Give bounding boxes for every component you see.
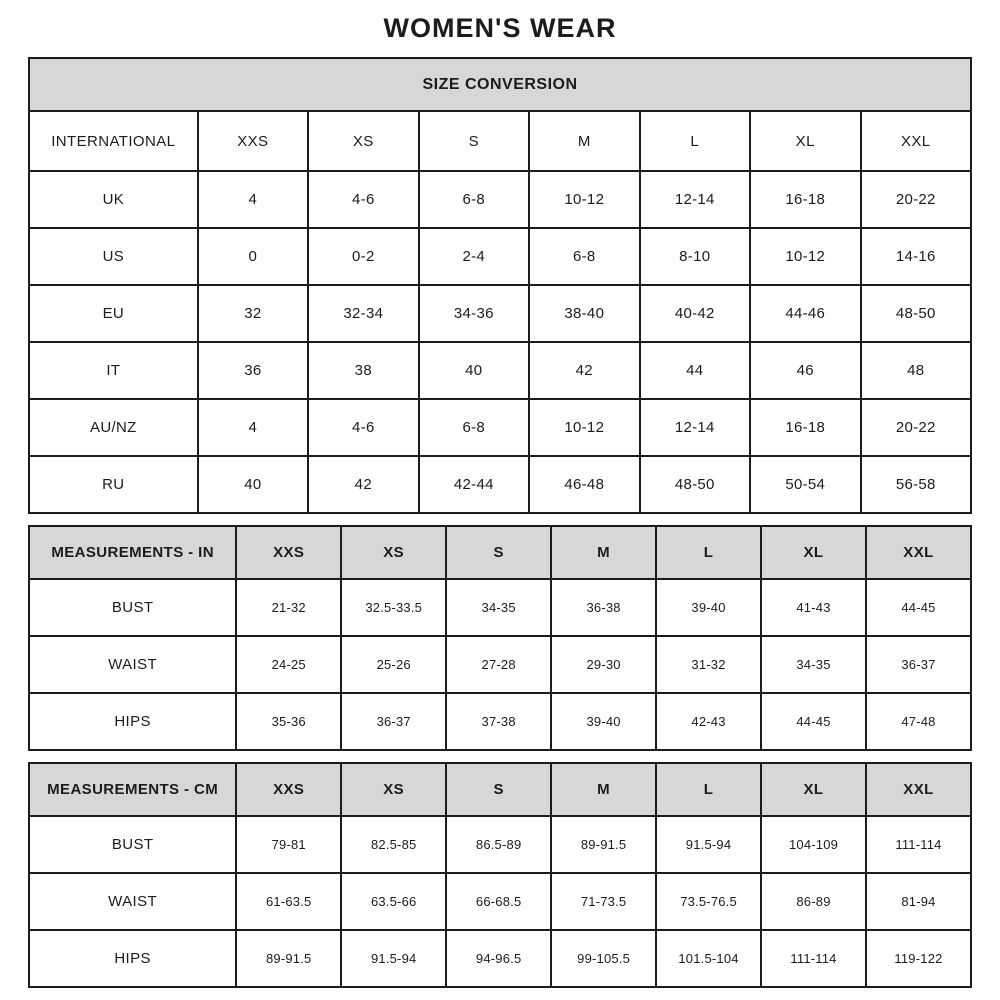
- column-header-xxs: XXS: [236, 763, 341, 816]
- cell: 94-96.5: [446, 930, 551, 987]
- cell: 38: [308, 342, 418, 399]
- cell: 42: [529, 342, 639, 399]
- cell: 99-105.5: [551, 930, 656, 987]
- cell: 44-46: [750, 285, 860, 342]
- cell: 48-50: [640, 456, 750, 513]
- cell: 40: [198, 456, 308, 513]
- row-label: BUST: [29, 579, 236, 636]
- column-header-xxl: XXL: [866, 526, 971, 579]
- size-conversion-title: SIZE CONVERSION: [29, 58, 971, 111]
- cell: 86.5-89: [446, 816, 551, 873]
- row-label: US: [29, 228, 198, 285]
- cell: 61-63.5: [236, 873, 341, 930]
- cell: 91.5-94: [341, 930, 446, 987]
- row-label: HIPS: [29, 693, 236, 750]
- column-header-l: L: [656, 526, 761, 579]
- row-label: EU: [29, 285, 198, 342]
- cell: 86-89: [761, 873, 866, 930]
- cell: 20-22: [861, 399, 972, 456]
- cell: 34-35: [446, 579, 551, 636]
- cell: 44-45: [761, 693, 866, 750]
- table-row-it: [29, 342, 971, 399]
- cell: 0-2: [308, 228, 418, 285]
- cell: 29-30: [551, 636, 656, 693]
- size-conversion-caption-row: [29, 58, 971, 111]
- page-title: WOMEN'S WEAR: [383, 13, 617, 43]
- row-label: WAIST: [29, 873, 236, 930]
- cell: 39-40: [656, 579, 761, 636]
- table-row-hips: [29, 930, 971, 987]
- cell: 4-6: [308, 171, 418, 228]
- cell: 39-40: [551, 693, 656, 750]
- cell: 10-12: [750, 228, 860, 285]
- cell: 63.5-66: [341, 873, 446, 930]
- column-header-s: S: [446, 763, 551, 816]
- column-header-l: L: [640, 111, 750, 171]
- cell: 31-32: [656, 636, 761, 693]
- cell: 40-42: [640, 285, 750, 342]
- measurements-in-header-row: [29, 526, 971, 579]
- cell: 21-32: [236, 579, 341, 636]
- column-header-xl: XL: [750, 111, 860, 171]
- cell: 44-45: [866, 579, 971, 636]
- cell: 42-44: [419, 456, 529, 513]
- row-label: WAIST: [29, 636, 236, 693]
- cell: 111-114: [761, 930, 866, 987]
- cell: 56-58: [861, 456, 972, 513]
- cell: 48-50: [861, 285, 972, 342]
- column-header-xxs: XXS: [236, 526, 341, 579]
- cell: 8-10: [640, 228, 750, 285]
- cell: 20-22: [861, 171, 972, 228]
- cell: 6-8: [419, 171, 529, 228]
- column-header-xl: XL: [761, 763, 866, 816]
- cell: 42: [308, 456, 418, 513]
- cell: 91.5-94: [656, 816, 761, 873]
- table-row-ru: [29, 456, 971, 513]
- cell: 24-25: [236, 636, 341, 693]
- cell: 47-48: [866, 693, 971, 750]
- column-header-m: M: [551, 526, 656, 579]
- measurements-cm-body: [29, 816, 971, 987]
- cell: 6-8: [419, 399, 529, 456]
- row-label: BUST: [29, 816, 236, 873]
- measurements-in-table: [28, 525, 972, 751]
- cell: 79-81: [236, 816, 341, 873]
- cell: 4-6: [308, 399, 418, 456]
- column-header-international: INTERNATIONAL: [29, 111, 198, 171]
- cell: 71-73.5: [551, 873, 656, 930]
- column-header-s: S: [446, 526, 551, 579]
- cell: 32: [198, 285, 308, 342]
- table-row-bust: [29, 579, 971, 636]
- cell: 25-26: [341, 636, 446, 693]
- column-header-xxs: XXS: [198, 111, 308, 171]
- cell: 82.5-85: [341, 816, 446, 873]
- cell: 37-38: [446, 693, 551, 750]
- row-label: UK: [29, 171, 198, 228]
- cell: 36-37: [866, 636, 971, 693]
- size-conversion-table: [28, 57, 972, 514]
- measurements-cm-table: [28, 762, 972, 988]
- cell: 81-94: [866, 873, 971, 930]
- column-header-m: M: [529, 111, 639, 171]
- column-header-xxl: XXL: [861, 111, 972, 171]
- cell: 46: [750, 342, 860, 399]
- cell: 34-36: [419, 285, 529, 342]
- cell: 89-91.5: [551, 816, 656, 873]
- table-row-uk: [29, 171, 971, 228]
- cell: 27-28: [446, 636, 551, 693]
- column-header-s: S: [419, 111, 529, 171]
- cell: 10-12: [529, 399, 639, 456]
- cell: 35-36: [236, 693, 341, 750]
- cell: 2-4: [419, 228, 529, 285]
- column-header-xxl: XXL: [866, 763, 971, 816]
- measurements-cm-title: MEASUREMENTS - CM: [29, 763, 236, 816]
- cell: 42-43: [656, 693, 761, 750]
- cell: 36-38: [551, 579, 656, 636]
- cell: 119-122: [866, 930, 971, 987]
- column-header-l: L: [656, 763, 761, 816]
- row-label: RU: [29, 456, 198, 513]
- column-header-xs: XS: [341, 526, 446, 579]
- row-label: HIPS: [29, 930, 236, 987]
- cell: 73.5-76.5: [656, 873, 761, 930]
- table-row-eu: [29, 285, 971, 342]
- size-conversion-columns-row: [29, 111, 971, 171]
- cell: 10-12: [529, 171, 639, 228]
- cell: 40: [419, 342, 529, 399]
- table-row-waist: [29, 873, 971, 930]
- column-header-xs: XS: [308, 111, 418, 171]
- column-header-xl: XL: [761, 526, 866, 579]
- cell: 0: [198, 228, 308, 285]
- size-conversion-body: [29, 171, 971, 513]
- cell: 4: [198, 171, 308, 228]
- cell: 12-14: [640, 171, 750, 228]
- column-header-m: M: [551, 763, 656, 816]
- cell: 4: [198, 399, 308, 456]
- measurements-cm-header-row: [29, 763, 971, 816]
- cell: 111-114: [866, 816, 971, 873]
- table-row-us: [29, 228, 971, 285]
- cell: 16-18: [750, 399, 860, 456]
- cell: 41-43: [761, 579, 866, 636]
- cell: 50-54: [750, 456, 860, 513]
- table-row-bust: [29, 816, 971, 873]
- cell: 46-48: [529, 456, 639, 513]
- cell: 14-16: [861, 228, 972, 285]
- cell: 34-35: [761, 636, 866, 693]
- cell: 36: [198, 342, 308, 399]
- row-label: IT: [29, 342, 198, 399]
- cell: 16-18: [750, 171, 860, 228]
- table-row-au-nz: [29, 399, 971, 456]
- cell: 89-91.5: [236, 930, 341, 987]
- cell: 101.5-104: [656, 930, 761, 987]
- cell: 32-34: [308, 285, 418, 342]
- measurements-in-title: MEASUREMENTS - IN: [29, 526, 236, 579]
- row-label: AU/NZ: [29, 399, 198, 456]
- cell: 38-40: [529, 285, 639, 342]
- cell: 48: [861, 342, 972, 399]
- cell: 6-8: [529, 228, 639, 285]
- table-row-waist: [29, 636, 971, 693]
- measurements-in-body: [29, 579, 971, 750]
- table-row-hips: [29, 693, 971, 750]
- cell: 104-109: [761, 816, 866, 873]
- cell: 36-37: [341, 693, 446, 750]
- cell: 66-68.5: [446, 873, 551, 930]
- cell: 12-14: [640, 399, 750, 456]
- cell: 32.5-33.5: [341, 579, 446, 636]
- column-header-xs: XS: [341, 763, 446, 816]
- cell: 44: [640, 342, 750, 399]
